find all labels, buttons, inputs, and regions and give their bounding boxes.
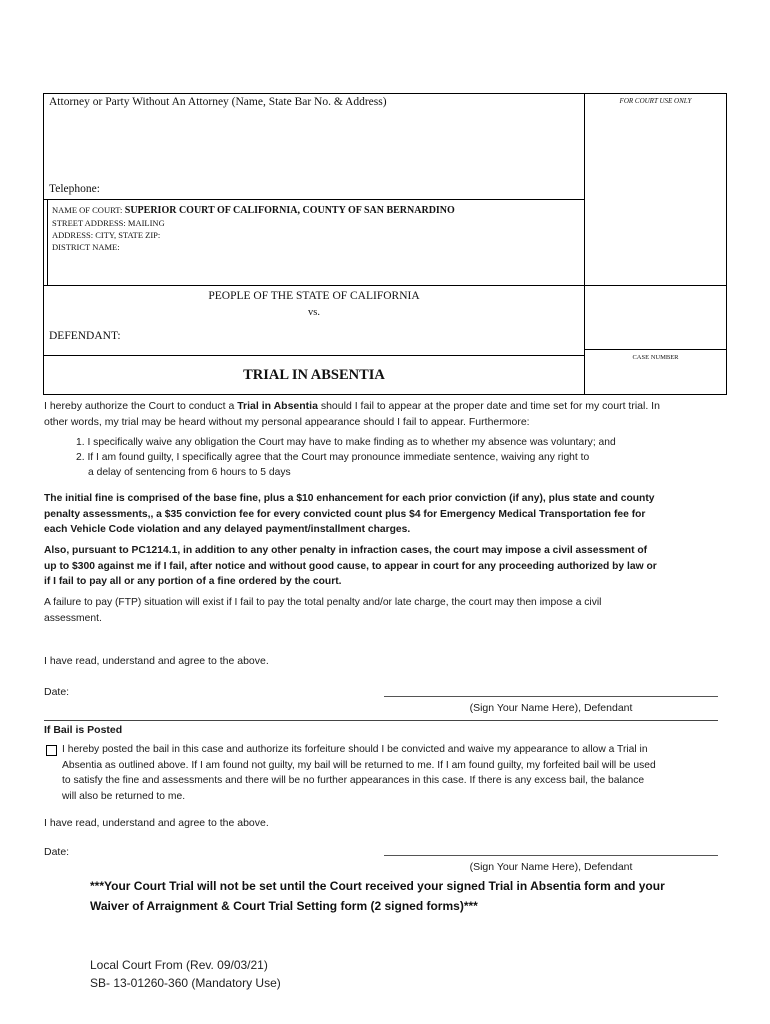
bail-line-4: will also be returned to me. bbox=[62, 790, 186, 802]
fines-paragraph bbox=[44, 491, 655, 538]
civil-line-3: if I fail to pay all or any portion of a fine ordered by the court. bbox=[44, 576, 342, 587]
civil-line-2: up to $300 against me if I fail, after notice and without good cause, to appear in court for any proceeding authorized by law or bbox=[44, 560, 657, 572]
attorney-label: Attorney or Party Without An Attorney (Name, State Bar No. & Address) bbox=[49, 96, 387, 108]
agreement-statement-1: I have read, understand and agree to the above. bbox=[44, 655, 269, 667]
form-footer bbox=[90, 956, 281, 992]
ftp-paragraph bbox=[44, 595, 601, 626]
signature-line-2[interactable] bbox=[384, 855, 718, 856]
case-number-field[interactable] bbox=[588, 366, 722, 390]
court-name bbox=[52, 205, 455, 216]
intro-line-2: other words, my trial may be heard without my personal appearance should I fail to appear. Furthermore: bbox=[44, 415, 530, 428]
date-label-2: Date: bbox=[44, 846, 70, 858]
waiver-item-1: 1. I specifically waive any obligation the Court may have to make finding as to whether my absence was voluntary; and bbox=[76, 437, 616, 448]
intro-text-bold: Trial in Absentia bbox=[237, 400, 318, 412]
form-title: TRIAL IN ABSENTIA bbox=[243, 367, 385, 383]
fines-line-2: penalty assessments,, a $35 conviction fee for every convicted count plus $4 for Emergency Medical Transportation fee for bbox=[44, 508, 646, 520]
court-name-value: SUPERIOR COURT OF CALIFORNIA, COUNTY OF SAN BERNARDINO bbox=[124, 205, 455, 216]
signature-caption-1: (Sign Your Name Here), Defendant bbox=[469, 702, 633, 714]
court-use-label: FOR COURT USE ONLY bbox=[619, 97, 692, 105]
date-field-1[interactable] bbox=[80, 683, 280, 699]
versus-text: vs. bbox=[308, 307, 320, 318]
bail-line-3: to satisfy the fine and assessments and there will be no further appearances in this case. If there is any excess bail, the balance bbox=[62, 775, 645, 786]
civil-line-1: Also, pursuant to PC1214.1, in addition to any other penalty in infraction cases, the court may impose a civil assessment of bbox=[44, 545, 648, 556]
date-field-2[interactable] bbox=[80, 843, 280, 859]
court-name-label: NAME OF COURT: bbox=[52, 205, 123, 215]
bail-line-2: Absentia as outlined above. If I am found not guilty, my bail will be returned to me. If I am found guilty, my forfeited bail will be used bbox=[62, 759, 656, 771]
notice-line-2: Waiver of Arraignment & Court Trial Setting form (2 signed forms)*** bbox=[90, 899, 478, 913]
fines-line-3: each Vehicle Code violation and any delayed payment/installment charges. bbox=[44, 524, 411, 535]
waiver-item-2: 2. If I am found guilty, I specifically agree that the Court may pronounce immediate sentence, waiving any right to bbox=[76, 452, 590, 463]
bail-line-1: I hereby posted the bail in this case and authorize its forfeiture should I be convicted and waive my appearance to allow a Trial in bbox=[62, 744, 648, 755]
defendant-label: DEFENDANT: bbox=[49, 330, 121, 342]
ftp-line-2: assessment. bbox=[44, 612, 102, 624]
street-address: STREET ADDRESS: MAILING bbox=[52, 218, 165, 228]
intro-text-b: should I fail to appear at the proper date and time set for my court trial. In bbox=[317, 400, 660, 412]
bail-posted-checkbox[interactable] bbox=[46, 745, 57, 756]
signature-line-1[interactable] bbox=[384, 696, 718, 697]
plaintiff-name: PEOPLE OF THE STATE OF CALIFORNIA bbox=[208, 290, 420, 302]
city-state-zip: ADDRESS: CITY, STATE ZIP: bbox=[52, 230, 161, 240]
bail-heading: If Bail is Posted bbox=[44, 724, 123, 736]
waiver-item-2-cont: a delay of sentencing from 6 hours to 5 days bbox=[88, 467, 291, 478]
section-divider bbox=[44, 720, 718, 721]
case-number-label: CASE NUMBER bbox=[632, 354, 679, 361]
bail-paragraph bbox=[62, 742, 656, 804]
civil-assessment-paragraph bbox=[44, 543, 657, 590]
intro-paragraph bbox=[44, 399, 734, 430]
fines-line-1: The initial fine is comprised of the base fine, plus a $10 enhancement for each prior conviction (if any), plus state and county bbox=[44, 493, 655, 504]
date-label-1: Date: bbox=[44, 686, 70, 698]
footer-revision: Local Court From (Rev. 09/03/21) bbox=[90, 958, 268, 972]
submission-notice bbox=[90, 876, 665, 916]
attorney-field[interactable] bbox=[46, 112, 582, 180]
signature-caption-2: (Sign Your Name Here), Defendant bbox=[469, 861, 633, 873]
intro-text-a: I hereby authorize the Court to conduct a bbox=[44, 400, 238, 412]
telephone-label: Telephone: bbox=[49, 183, 100, 195]
notice-line-1: ***Your Court Trial will not be set until the Court received your signed Trial in Absentia form and your bbox=[90, 879, 665, 893]
footer-form-number: SB- 13-01260-360 (Mandatory Use) bbox=[90, 976, 281, 990]
defendant-field[interactable] bbox=[130, 328, 580, 346]
agreement-statement-2: I have read, understand and agree to the above. bbox=[44, 817, 269, 829]
district-name: DISTRICT NAME: bbox=[52, 242, 120, 252]
intro-line-1 bbox=[44, 399, 734, 415]
ftp-line-1: A failure to pay (FTP) situation will exist if I fail to pay the total penalty and/or late charge, the court may then impose a civil bbox=[44, 597, 602, 608]
